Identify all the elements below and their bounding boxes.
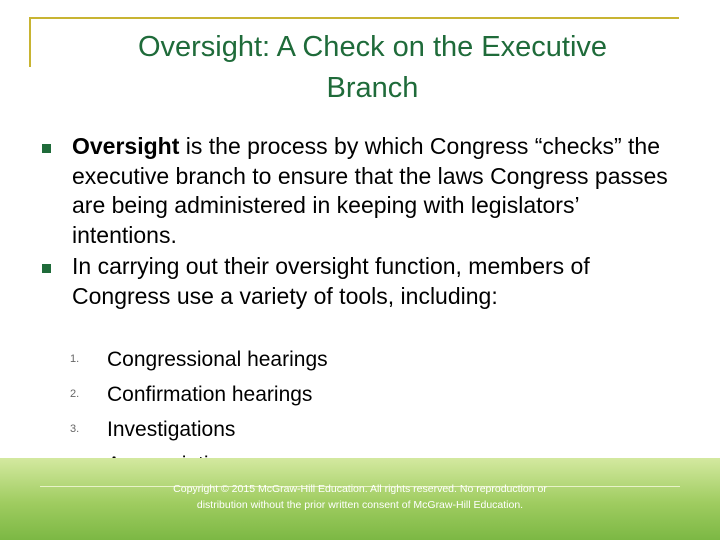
bullet-item-tools <box>42 252 682 311</box>
bullet-list <box>42 132 682 313</box>
list-item-label: Confirmation hearings <box>107 383 313 406</box>
bullet-text: is the process by which Congress “checks” the executive branch to ensure that the laws Congress passes are being administered in keeping with legislators’ intentions. <box>72 133 668 248</box>
square-bullet-icon <box>42 144 51 153</box>
slide-title: Oversight: A Check on the Executive Branch <box>137 31 608 104</box>
copyright-notice: Copyright © 2015 McGraw-Hill Education. All rights reserved. No reproduction or distribution without the prior written consent of McGraw-Hill Education. <box>173 483 547 511</box>
bullet-bold-term: Oversight <box>72 133 180 159</box>
square-bullet-icon <box>42 264 51 273</box>
list-item-label: Congressional hearings <box>107 348 328 371</box>
list-item <box>70 412 470 447</box>
title-frame-left-rule <box>29 17 31 67</box>
list-item <box>70 377 470 412</box>
list-item-number: 2. <box>70 388 80 400</box>
bullet-text: In carrying out their oversight function, members of Congress use a variety of tools, including: <box>72 253 590 309</box>
list-item-number: 3. <box>70 423 80 435</box>
list-item-number: 1. <box>70 353 80 365</box>
list-item-label: Investigations <box>107 418 236 441</box>
bullet-item-oversight-definition <box>42 132 682 250</box>
title-frame-top-rule <box>29 17 679 19</box>
list-item <box>70 342 470 377</box>
